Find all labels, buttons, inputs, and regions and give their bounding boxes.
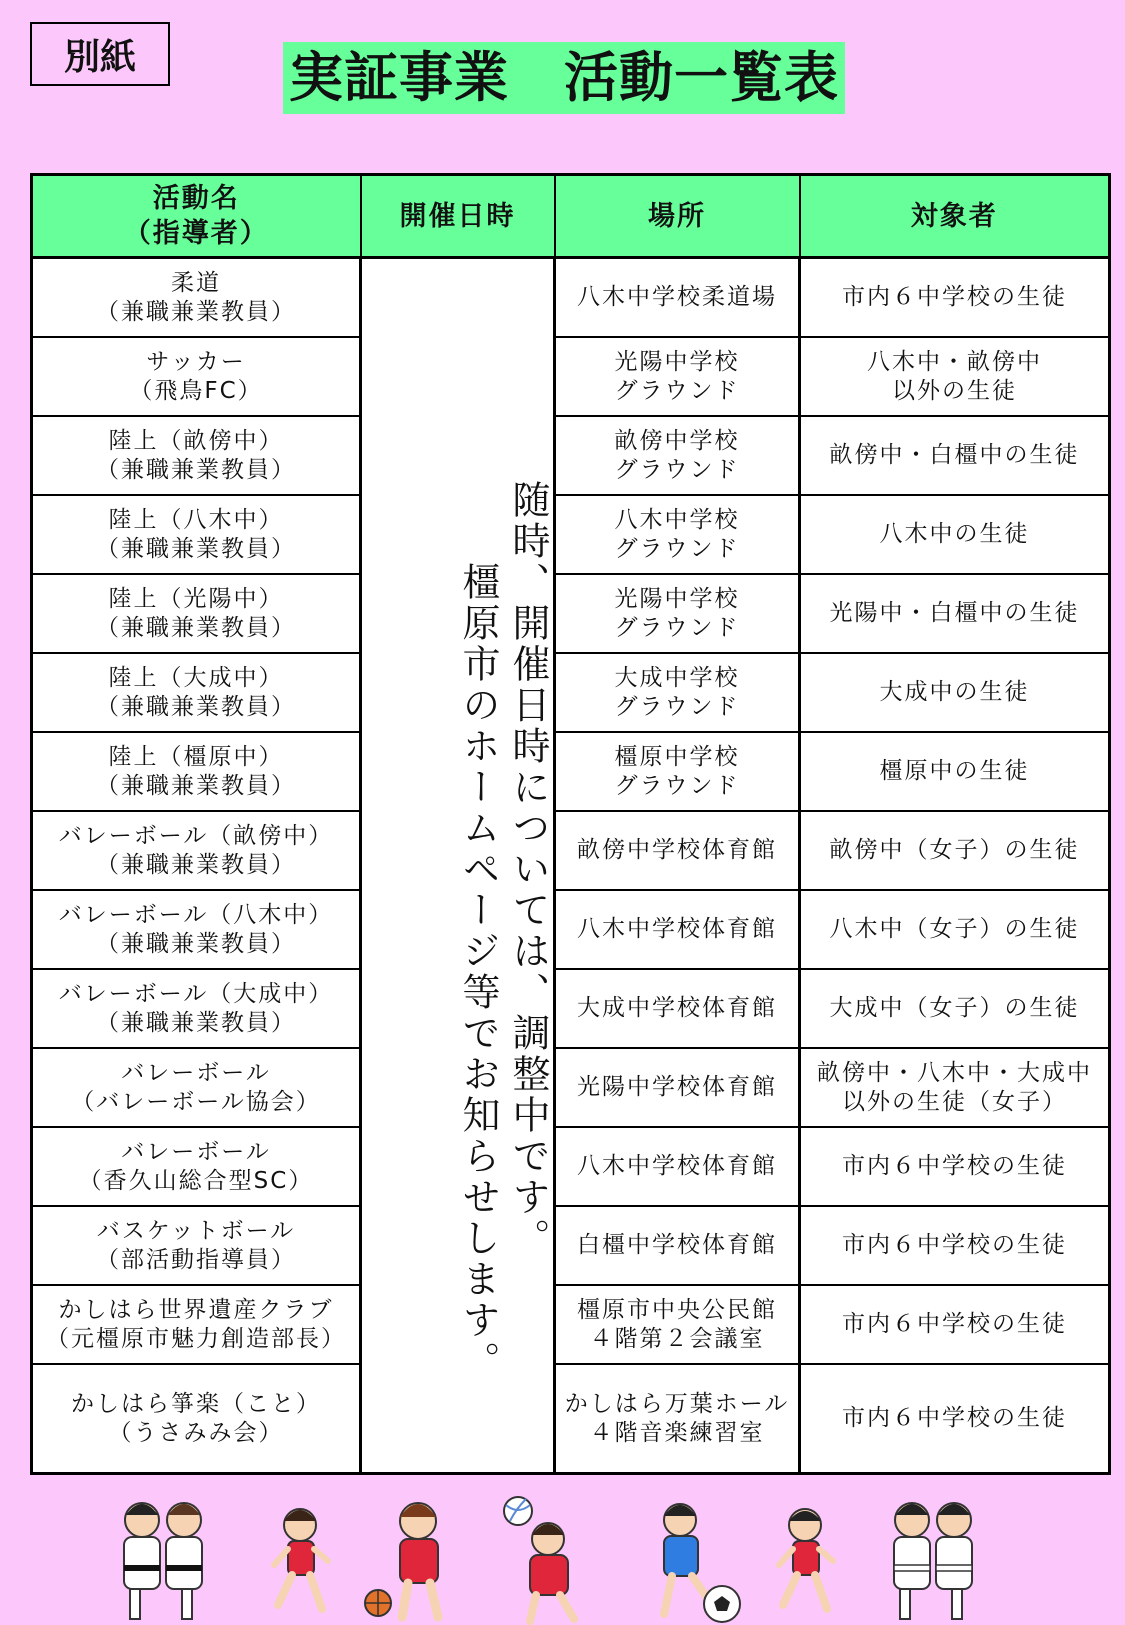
header-place: 場所 bbox=[555, 175, 800, 258]
volleyball-girl-icon bbox=[504, 1497, 574, 1621]
table-row bbox=[32, 1048, 1110, 1127]
judo-pair-icon bbox=[124, 1503, 202, 1619]
target-cell: 市内６中学校の生徒 bbox=[800, 1285, 1110, 1364]
target-cell: 八木中・畝傍中 以外の生徒 bbox=[800, 337, 1110, 416]
activity-cell: かしはら世界遺産クラブ （元橿原市魅力創造部長） bbox=[32, 1285, 361, 1364]
table-row bbox=[32, 495, 1110, 574]
activity-cell: 陸上（大成中） （兼職兼業教員） bbox=[32, 653, 361, 732]
place-cell: 大成中学校体育館 bbox=[555, 969, 800, 1048]
place-cell: 光陽中学校体育館 bbox=[555, 1048, 800, 1127]
table-row bbox=[32, 258, 1110, 338]
activity-cell: 陸上（畝傍中） （兼職兼業教員） bbox=[32, 416, 361, 495]
activity-cell: 陸上（八木中） （兼職兼業教員） bbox=[32, 495, 361, 574]
target-cell: 市内６中学校の生徒 bbox=[800, 258, 1110, 338]
target-cell: 畝傍中（女子）の生徒 bbox=[800, 811, 1110, 890]
activity-cell: バレーボール（八木中） （兼職兼業教員） bbox=[32, 890, 361, 969]
table-row bbox=[32, 574, 1110, 653]
target-cell: 橿原中の生徒 bbox=[800, 732, 1110, 811]
place-cell: 畝傍中学校 グラウンド bbox=[555, 416, 800, 495]
activity-cell: サッカー （飛鳥FC） bbox=[32, 337, 361, 416]
activity-cell: バレーボール（大成中） （兼職兼業教員） bbox=[32, 969, 361, 1048]
target-cell: 畝傍中・八木中・大成中 以外の生徒（女子） bbox=[800, 1048, 1110, 1127]
place-cell: 橿原市中央公民館 ４階第２会議室 bbox=[555, 1285, 800, 1364]
schedule-note-cell bbox=[361, 258, 555, 1474]
activity-cell: バレーボール（畝傍中） （兼職兼業教員） bbox=[32, 811, 361, 890]
table-header-row bbox=[32, 175, 1110, 258]
header-activity: 活動名 （指導者） bbox=[32, 175, 361, 258]
table-row bbox=[32, 1127, 1110, 1206]
header-target: 対象者 bbox=[800, 175, 1110, 258]
activity-cell: バレーボール （香久山総合型SC） bbox=[32, 1127, 361, 1206]
page-title: 実証事業 活動一覧表 bbox=[283, 42, 845, 114]
activity-cell: バレーボール （バレーボール協会） bbox=[32, 1048, 361, 1127]
target-cell: 市内６中学校の生徒 bbox=[800, 1364, 1110, 1474]
target-cell: 市内６中学校の生徒 bbox=[800, 1127, 1110, 1206]
target-cell: 大成中（女子）の生徒 bbox=[800, 969, 1110, 1048]
place-cell: 光陽中学校 グラウンド bbox=[555, 337, 800, 416]
place-cell: 八木中学校柔道場 bbox=[555, 258, 800, 338]
table-row bbox=[32, 969, 1110, 1048]
table-row bbox=[32, 653, 1110, 732]
place-cell: 白橿中学校体育館 bbox=[555, 1206, 800, 1285]
place-cell: かしはら万葉ホール ４階音楽練習室 bbox=[555, 1364, 800, 1474]
table-row bbox=[32, 1364, 1110, 1474]
activity-cell: 陸上（光陽中） （兼職兼業教員） bbox=[32, 574, 361, 653]
table-row bbox=[32, 337, 1110, 416]
place-cell: 八木中学校 グラウンド bbox=[555, 495, 800, 574]
schedule-note: 随時、開催日時については、調整中です。 橿原市のホームページ等でお知らせします。 bbox=[456, 479, 550, 1382]
table-row bbox=[32, 1206, 1110, 1285]
target-cell: 市内６中学校の生徒 bbox=[800, 1206, 1110, 1285]
basketball-girl-icon bbox=[365, 1503, 438, 1617]
soccer-boy-icon bbox=[664, 1504, 740, 1622]
table-row bbox=[32, 890, 1110, 969]
target-cell: 光陽中・白橿中の生徒 bbox=[800, 574, 1110, 653]
target-cell: 畝傍中・白橿中の生徒 bbox=[800, 416, 1110, 495]
runner-boy-icon bbox=[779, 1509, 833, 1609]
runner-girl-icon bbox=[274, 1509, 328, 1609]
place-cell: 大成中学校 グラウンド bbox=[555, 653, 800, 732]
target-cell: 八木中（女子）の生徒 bbox=[800, 890, 1110, 969]
activity-cell: かしはら箏楽（こと） （うさみみ会） bbox=[32, 1364, 361, 1474]
place-cell: 光陽中学校 グラウンド bbox=[555, 574, 800, 653]
judo-boys-icon bbox=[894, 1503, 972, 1619]
table-row bbox=[32, 811, 1110, 890]
activity-cell: 柔道 （兼職兼業教員） bbox=[32, 258, 361, 338]
attachment-label: 別紙 bbox=[30, 22, 170, 86]
activity-table bbox=[30, 173, 1111, 1475]
header-datetime: 開催日時 bbox=[361, 175, 555, 258]
target-cell: 八木中の生徒 bbox=[800, 495, 1110, 574]
place-cell: 畝傍中学校体育館 bbox=[555, 811, 800, 890]
table-row bbox=[32, 732, 1110, 811]
activity-cell: バスケットボール （部活動指導員） bbox=[32, 1206, 361, 1285]
table-row bbox=[32, 416, 1110, 495]
sports-illustrations bbox=[0, 1495, 1125, 1625]
target-cell: 大成中の生徒 bbox=[800, 653, 1110, 732]
place-cell: 八木中学校体育館 bbox=[555, 1127, 800, 1206]
place-cell: 橿原中学校 グラウンド bbox=[555, 732, 800, 811]
activity-cell: 陸上（橿原中） （兼職兼業教員） bbox=[32, 732, 361, 811]
place-cell: 八木中学校体育館 bbox=[555, 890, 800, 969]
table-row bbox=[32, 1285, 1110, 1364]
